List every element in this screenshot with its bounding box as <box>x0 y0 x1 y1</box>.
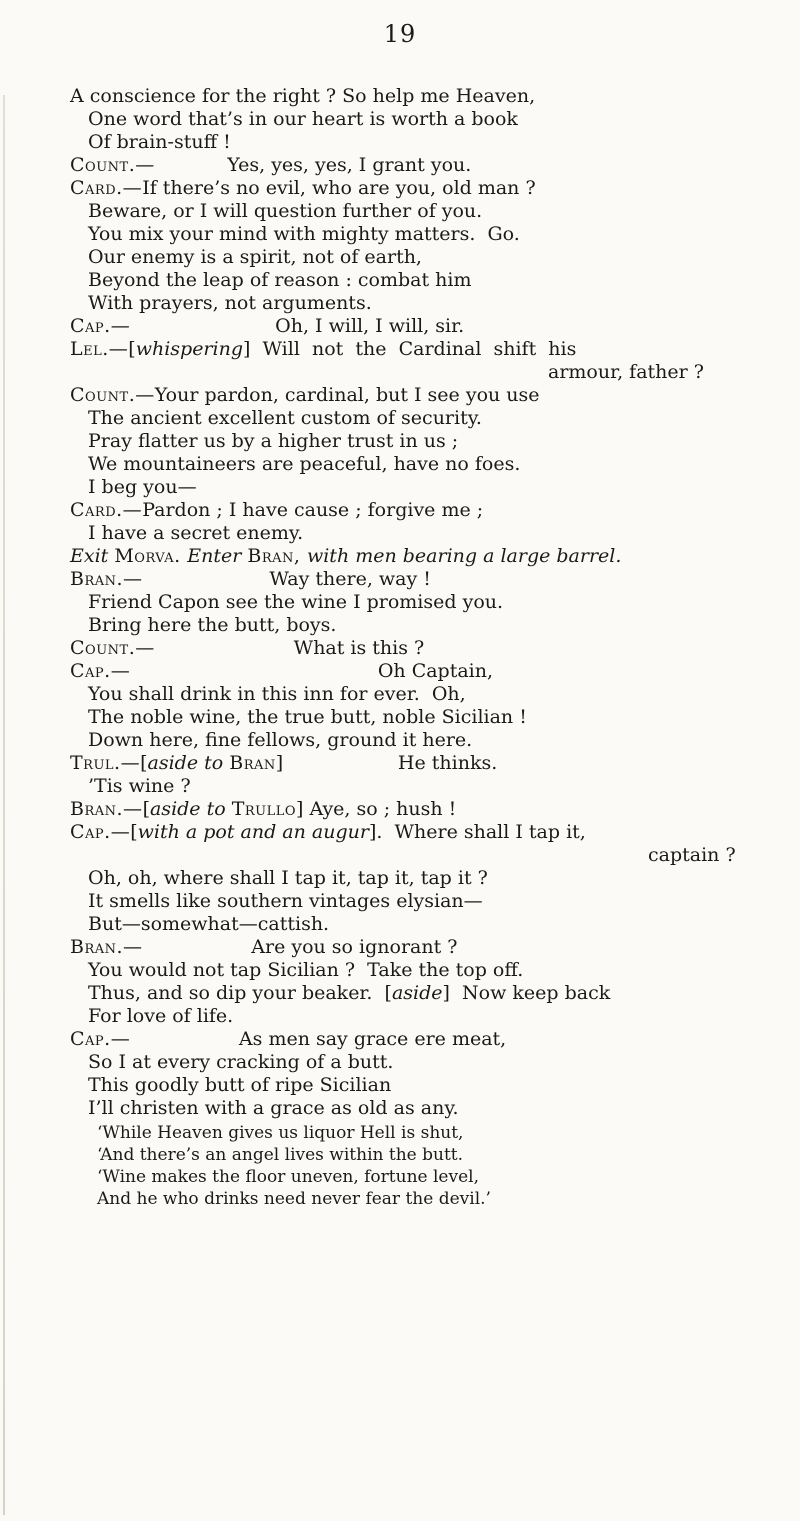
text-line <box>70 660 493 682</box>
text-line <box>88 292 372 314</box>
line-text: Your pardon, cardinal, but I see you use <box>154 384 540 406</box>
speaker-name: Lel.— <box>70 338 129 360</box>
speaker-name: Bran.— <box>70 568 143 590</box>
line-text: [ <box>140 752 148 774</box>
line-text: Bring here the butt, boys. <box>88 614 337 636</box>
text-line <box>88 407 482 429</box>
line-text: Thus, and so dip your beaker. [ <box>88 982 392 1004</box>
text-line <box>88 453 520 475</box>
line-text: ] Will not the Cardinal shift his <box>243 338 577 360</box>
line-text: ’Tis wine ? <box>88 775 191 797</box>
speaker-name: Cap.— <box>70 1028 131 1050</box>
line-text: This goodly butt of ripe Sicilian <box>88 1074 392 1096</box>
speaker-name: Card.— <box>70 177 143 199</box>
text-line <box>70 338 576 360</box>
text-line <box>88 430 458 452</box>
line-text: ‘While Heaven gives us liquor Hell is shut, <box>97 1123 464 1143</box>
line-text: Way there, way ! <box>142 568 431 590</box>
line-text: Friend Capon see the wine I promised you. <box>88 591 504 613</box>
line-text: Down here, fine fellows, ground it here. <box>88 729 473 751</box>
line-text: A conscience for the right ? So help me Heaven, <box>70 85 536 107</box>
line-text: ]. Where shall I tap it, <box>368 821 586 843</box>
speaker-name: Cap.— <box>70 660 131 682</box>
text-line <box>70 798 456 820</box>
text-line <box>88 200 482 222</box>
line-text: I have a secret enemy. <box>88 522 304 544</box>
line-text: I beg you— <box>88 476 197 498</box>
text-line <box>70 315 464 337</box>
stage-direction: Enter <box>187 545 248 567</box>
stage-direction: aside <box>391 982 443 1004</box>
text-line <box>88 890 483 912</box>
text-line <box>88 867 488 889</box>
text-line <box>88 1005 233 1027</box>
line-text: Are you so ignorant ? <box>142 936 458 958</box>
speaker-name: Bran, <box>247 545 307 567</box>
text-line <box>70 936 457 958</box>
speaker-name: Cap.— <box>70 821 131 843</box>
speaker-name: Bran.— <box>70 936 143 958</box>
text-line <box>648 844 736 866</box>
page-edge-shadow <box>3 95 5 1515</box>
speaker-name: Trullo <box>231 798 297 820</box>
line-text: Our enemy is a spirit, not of earth, <box>88 246 422 268</box>
line-text: So I at every cracking of a butt. <box>88 1051 394 1073</box>
line-text: The noble wine, the true butt, noble Sicilian ! <box>88 706 527 728</box>
text-line <box>88 108 518 130</box>
text-line <box>88 522 303 544</box>
speaker-name: Count.— <box>70 154 155 176</box>
speaker-name: Bran.— <box>70 798 143 820</box>
line-text: ] He thinks. <box>275 752 498 774</box>
text-line <box>70 1028 506 1050</box>
text-line <box>88 246 422 268</box>
page-number: 19 <box>383 20 417 48</box>
line-text: I’ll christen with a grace as old as any. <box>88 1097 459 1119</box>
text-line <box>97 1144 463 1166</box>
text-line <box>88 591 503 613</box>
text-line <box>88 1074 391 1096</box>
text-line <box>70 499 483 521</box>
line-text: [ <box>142 798 150 820</box>
line-text: You shall drink in this inn for ever. Oh, <box>88 683 466 705</box>
text-line <box>548 361 704 383</box>
line-text: Beware, or I will question further of you. <box>88 200 483 222</box>
text-line <box>88 706 527 728</box>
text-line <box>88 614 336 636</box>
line-text: Yes, yes, yes, I grant you. <box>154 154 472 176</box>
text-line <box>88 269 472 291</box>
line-text: captain ? <box>648 844 736 866</box>
text-line <box>70 85 535 107</box>
speaker-name: Morva. <box>114 545 188 567</box>
text-line <box>88 1051 393 1073</box>
text-line <box>70 384 540 406</box>
text-line <box>88 913 329 935</box>
line-text: ‘Wine makes the floor uneven, fortune level, <box>97 1167 479 1187</box>
text-line <box>88 729 472 751</box>
line-text: With prayers, not arguments. <box>88 292 372 314</box>
speaker-name: Count.— <box>70 637 155 659</box>
line-text: ‘And there’s an angel lives within the butt. <box>97 1145 464 1165</box>
line-text: armour, father ? <box>548 361 704 383</box>
speaker-name: Bran <box>229 752 276 774</box>
line-text: ] Aye, so ; hush ! <box>296 798 457 820</box>
text-line <box>70 821 586 843</box>
speaker-name: Count.— <box>70 384 155 406</box>
line-text: For love of life. <box>88 1005 234 1027</box>
line-text: And he who drinks need never fear the devil.’ <box>97 1189 491 1209</box>
line-text: What is this ? <box>154 637 425 659</box>
line-text: As men say grace ere meat, <box>130 1028 507 1050</box>
text-line <box>88 982 610 1004</box>
text-line <box>70 177 536 199</box>
text-line <box>97 1166 479 1188</box>
text-line <box>70 637 424 659</box>
line-text: We mountaineers are peaceful, have no foes. <box>88 453 521 475</box>
text-line <box>97 1188 491 1210</box>
text-line <box>88 959 523 981</box>
text-line <box>70 752 497 774</box>
line-text: It smells like southern vintages elysian— <box>88 890 483 912</box>
line-text: [ <box>128 338 136 360</box>
text-line <box>70 545 621 567</box>
line-text: You would not tap Sicilian ? Take the top off. <box>88 959 524 981</box>
line-text: Beyond the leap of reason : combat him <box>88 269 472 291</box>
line-text: Pray flatter us by a higher trust in us ; <box>88 430 459 452</box>
stage-direction: with a pot and an augur <box>137 821 369 843</box>
stage-direction: aside to <box>149 798 232 820</box>
text-line <box>88 476 197 498</box>
stage-direction: aside to <box>147 752 230 774</box>
stage-direction: Exit <box>70 545 115 567</box>
stage-direction: whispering <box>135 338 243 360</box>
speaker-name: Trul.— <box>70 752 141 774</box>
text-line <box>88 1097 459 1119</box>
text-line <box>88 683 466 705</box>
line-text: Pardon ; I have cause ; forgive me ; <box>142 499 484 521</box>
text-line <box>88 775 191 797</box>
line-text: If there’s no evil, who are you, old man ? <box>142 177 536 199</box>
text-line <box>97 1122 463 1144</box>
text-line <box>88 223 520 245</box>
line-text: One word that’s in our heart is worth a book <box>88 108 518 130</box>
stage-direction: with men bearing a large barrel. <box>306 545 622 567</box>
line-text: [ <box>130 821 138 843</box>
speaker-name: Card.— <box>70 499 143 521</box>
speaker-name: Cap.— <box>70 315 131 337</box>
line-text: Oh Captain, <box>130 660 494 682</box>
line-text: But—somewhat—cattish. <box>88 913 330 935</box>
line-text: You mix your mind with mighty matters. Go. <box>88 223 520 245</box>
text-line <box>70 568 431 590</box>
text-line <box>70 154 471 176</box>
line-text: ] Now keep back <box>442 982 611 1004</box>
line-text: Of brain-stuff ! <box>88 131 231 153</box>
line-text: The ancient excellent custom of security. <box>88 407 482 429</box>
text-line <box>88 131 231 153</box>
line-text: Oh, I will, I will, sir. <box>130 315 465 337</box>
line-text: Oh, oh, where shall I tap it, tap it, tap it ? <box>88 867 488 889</box>
